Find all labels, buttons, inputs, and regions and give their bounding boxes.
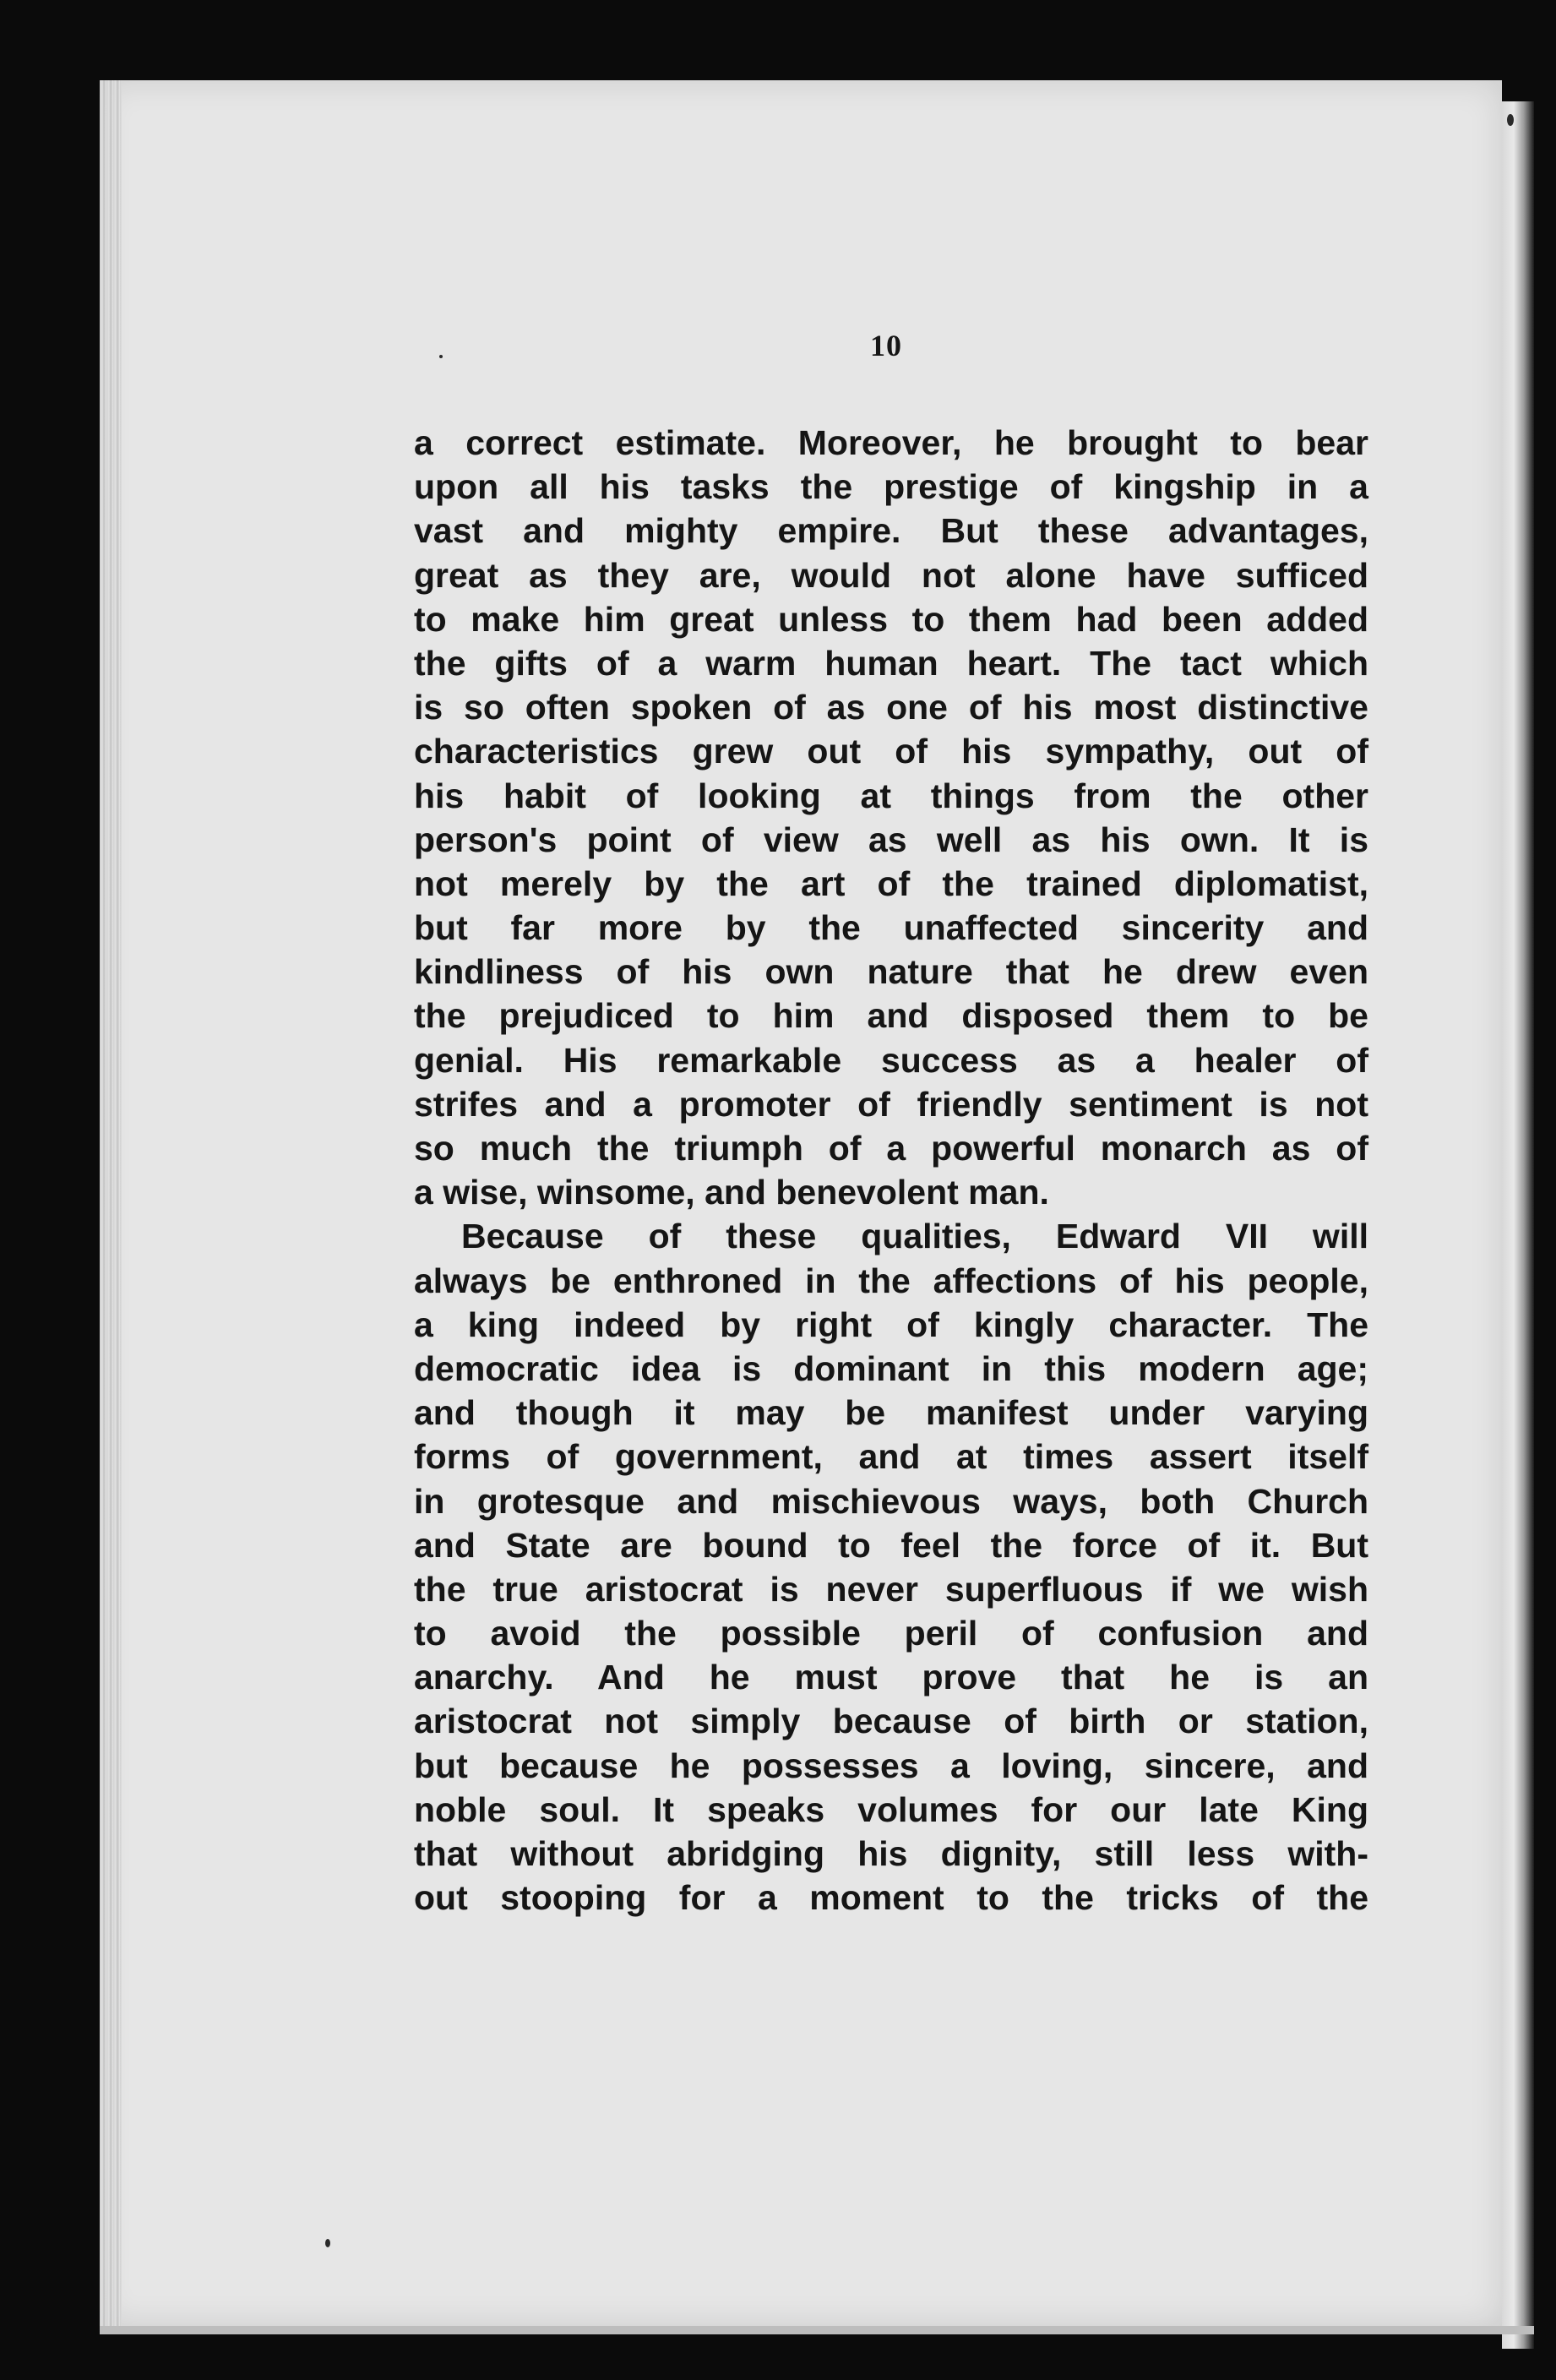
text-line: a wise, winsome, and benevolent man. <box>414 1173 1049 1212</box>
text-line: his habit of looking at things from the other <box>414 776 1368 815</box>
text-line: that without abridging his dignity, still less with- <box>414 1834 1368 1873</box>
text-line: aristocrat not simply because of birth or station, <box>414 1702 1368 1741</box>
text-line: a correct estimate. Moreover, he brought to bear <box>414 423 1368 462</box>
text-line: is so often spoken of as one of his most distinctive <box>414 688 1368 727</box>
text-line: great as they are, would not alone have sufficed <box>414 555 1368 595</box>
text-line: person's point of view as well as his own. It is <box>414 820 1368 859</box>
text-line: genial. His remarkable success as a healer of <box>414 1040 1368 1080</box>
text-line: to make him great unless to them had been added <box>414 599 1368 639</box>
text-line: kindliness of his own nature that he drew even <box>414 952 1368 992</box>
page-bottom-edge <box>100 2326 1534 2334</box>
text-line: noble soul. It speaks volumes for our late King <box>414 1789 1368 1829</box>
page-number: 10 <box>870 329 902 362</box>
text-line: the gifts of a warm human heart. The tact which <box>414 643 1368 683</box>
text-line: out stooping for a moment to the tricks of the <box>414 1878 1368 1918</box>
scan-speck <box>439 355 443 358</box>
text-line: the true aristocrat is never superfluous if we wish <box>414 1569 1368 1609</box>
text-line: forms of government, and at times assert itself <box>414 1437 1368 1477</box>
text-line: democratic idea is dominant in this modern age; <box>414 1348 1368 1388</box>
text-line: but far more by the unaffected sincerity and <box>414 908 1368 948</box>
text-line: upon all his tasks the prestige of kingship in a <box>414 467 1368 507</box>
text-line: always be enthroned in the affections of his people, <box>414 1261 1368 1300</box>
text-line: a king indeed by right of kingly character. The <box>414 1304 1368 1344</box>
text-line: vast and mighty empire. But these advantages, <box>414 511 1368 551</box>
text-line: the prejudiced to him and disposed them to be <box>414 996 1368 1036</box>
text-line: so much the triumph of a powerful monarch as of <box>414 1129 1368 1168</box>
text-line: to avoid the possible peril of confusion and <box>414 1614 1368 1653</box>
text-line: not merely by the art of the trained diplomatist, <box>414 863 1368 903</box>
text-line: and State are bound to feel the force of it. But <box>414 1525 1368 1565</box>
text-line: anarchy. And he must prove that he is an <box>414 1658 1368 1697</box>
text-line: strifes and a promoter of friendly sentiment is not <box>414 1084 1368 1124</box>
text-line: and though it may be manifest under varying <box>414 1393 1368 1433</box>
text-line: characteristics grew out of his sympathy, out of <box>414 732 1368 771</box>
body-text <box>414 421 1368 1920</box>
scan-speck <box>1507 114 1514 126</box>
scan-speck <box>325 2239 330 2247</box>
page-gutter <box>100 80 122 2326</box>
text-line: Because of these qualities, Edward VII will <box>461 1217 1368 1256</box>
text-line: in grotesque and mischievous ways, both Church <box>414 1481 1368 1521</box>
text-line: but because he possesses a loving, sincere, and <box>414 1746 1368 1785</box>
page-right-edge <box>1502 101 1534 2349</box>
